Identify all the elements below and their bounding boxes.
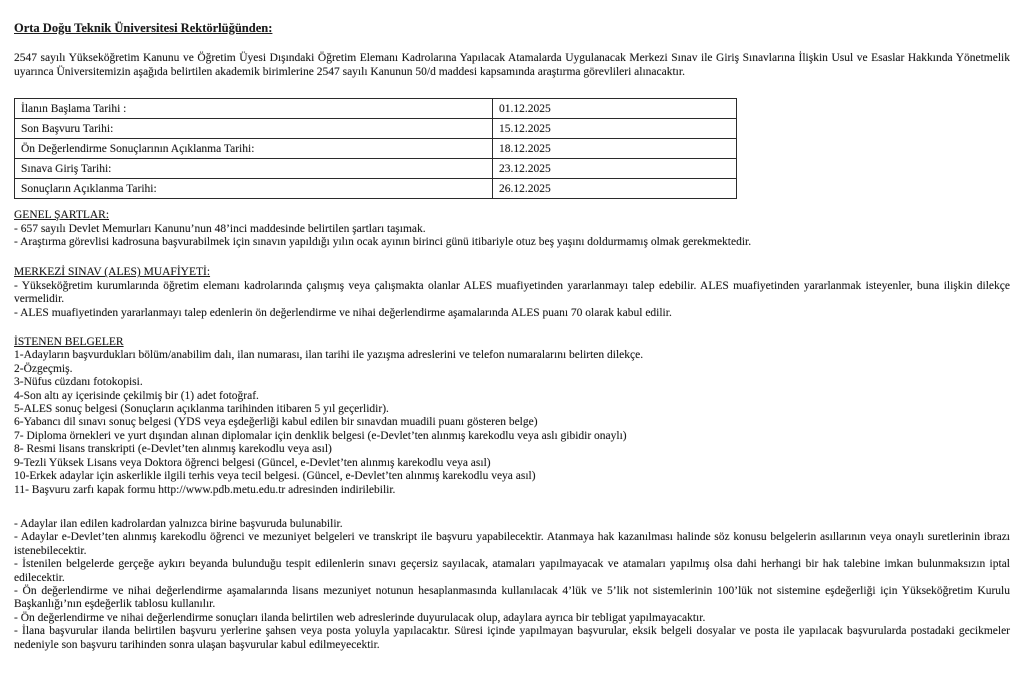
numbered-item: 5-ALES sonuç belgesi (Sonuçların açıklanma tarihinden itibaren 5 yıl geçerlidir). — [14, 403, 389, 416]
final-notes — [14, 518, 1010, 652]
schedule-table — [14, 98, 737, 199]
numbered-item: 6-Yabancı dil sınavı sonuç belgesi (YDS veya eşdeğerliği kabul edilen bir sınavdan muadili puanı gösteren belge) — [14, 416, 538, 429]
schedule-row-label: Sonuçların Açıklanma Tarihi: — [15, 179, 493, 199]
istenen-belgeler-items — [14, 349, 1010, 496]
bullet-item: - ALES muafiyetinden yararlanmayı talep edenlerin ön değerlendirme ve nihai değerlendirme aşamalarında ALES puanı 70 olarak kabul edilir. — [14, 306, 672, 319]
note-item: - Adaylar ilan edilen kadrolardan yalnızca birine başvuruda bulunabilir. — [14, 517, 343, 530]
schedule-row-date: 01.12.2025 — [493, 99, 737, 119]
schedule-row-date: 23.12.2025 — [493, 159, 737, 179]
numbered-item: 1-Adayların başvurdukları bölüm/anabilim dalı, ilan numarası, ilan tarihi ile yazışma adreslerini ve telefon numaralarını belirten dilekçe. — [14, 349, 644, 362]
section-ales-muafiyeti — [14, 266, 1010, 320]
note-item: - İstenilen belgelerde gerçeğe aykırı beyanda bulunduğu tespit edilenlerin sınavı geçersiz sayılacak, atamaları yapılmayacak ve atamaları yapılmış olsa dahi herhangi bir hak talebine imkan bulunmaksızın iptal edilecektir. — [14, 558, 1010, 584]
section-genel-sartlar — [14, 209, 1010, 249]
schedule-row-date: 18.12.2025 — [493, 139, 737, 159]
istenen-belgeler-heading: İSTENEN BELGELER — [14, 336, 124, 349]
schedule-row-label: Son Başvuru Tarihi: — [15, 119, 493, 139]
numbered-item: 9-Tezli Yüksek Lisans veya Doktora öğrenci belgesi (Güncel, e-Devlet’ten alınmış karekodlu veya asıl) — [14, 456, 491, 469]
bullet-item: - 657 sayılı Devlet Memurları Kanunu’nun 48’inci maddesinde belirtilen şartları taşımak. — [14, 222, 426, 235]
bullet-item: - Araştırma görevlisi kadrosuna başvurabilmek için sınavın yapıldığı yılın ocak ayının birinci günü itibariyle otuz beş yaşını doldurmamış olmak gerekmektedir. — [14, 236, 752, 248]
table-row — [15, 99, 737, 119]
note-item: - İlana başvurular ilanda belirtilen başvuru yerlerine şahsen veya posta yoluyla yapılacaktır. Süresi içinde yapılmayan başvurular, eksik belgeli dosyalar ve posta ile yapılacak başvurularda postadaki gecikmeler nedeniyle son başvuru tarihinden sonra ulaşan başvurular kabul edilmeyecektir. — [14, 625, 1010, 651]
numbered-item: 8- Resmi lisans transkripti (e-Devlet’ten alınmış karekodlu veya asıl) — [14, 443, 332, 456]
numbered-item: 7- Diploma örnekleri ve yurt dışından alınan diplomalar için denklik belgesi (e-Devlet’ten alınmış karekodlu veya aslı gibidir onaylı) — [14, 429, 627, 442]
section-istenen-belgeler — [14, 336, 1010, 497]
table-row — [15, 119, 737, 139]
note-item: - Adaylar e-Devlet’ten alınmış karekodlu öğrenci ve mezuniyet belgeleri ve transkript ile başvuru yapabilecektir. Atanmaya hak kazanılması halinde söz konusu belgelerin asıllarının veya onaylı suretlerinin ibrazı istenebilecektir. — [14, 531, 1010, 557]
genel-sartlar-items — [14, 223, 1010, 250]
table-row — [15, 139, 737, 159]
table-row — [15, 159, 737, 179]
schedule-row-label: Ön Değerlendirme Sonuçlarının Açıklanma Tarihi: — [15, 139, 493, 159]
table-row — [15, 179, 737, 199]
schedule-row-date: 15.12.2025 — [493, 119, 737, 139]
ales-muafiyeti-items — [14, 280, 1010, 320]
numbered-item: 3-Nüfus cüzdanı fotokopisi. — [14, 376, 143, 389]
numbered-item: 10-Erkek adaylar için askerlikle ilgili terhis veya tecil belgesi. (Güncel, e-Devlet’ten alınmış karekodlu veya asıl) — [14, 470, 536, 483]
numbered-item: 11- Başvuru zarfı kapak formu http://www.pdb.metu.edu.tr adresinden indirilebilir. — [14, 483, 396, 496]
bullet-item: - Yükseköğretim kurumlarında öğretim elemanı kadrolarında çalışmış veya çalışmakta olanlar ALES muafiyetinden yararlanmayı talep edebilir. ALES muafiyetinden yararlanmak isteyenler, buna ilişkin dilekçe vermelidir. — [14, 279, 1010, 306]
schedule-row-date: 26.12.2025 — [493, 179, 737, 199]
schedule-row-label: Sınava Giriş Tarihi: — [15, 159, 493, 179]
note-item: - Ön değerlendirme ve nihai değerlendirme aşamalarında lisans mezuniyet notunun hesaplanmasında kullanılacak 4’lük ve 5’lik not sistemlerinin 100’lük not sistemine eşdeğerliği için Yükseköğretim Kurulu Başkanlığı’nın eşdeğerlik tablosu kullanılır. — [14, 584, 1010, 611]
document-title: Orta Doğu Teknik Üniversitesi Rektörlüğünden: — [14, 21, 273, 35]
ales-muafiyeti-heading: MERKEZİ SINAV (ALES) MUAFİYETİ: — [14, 266, 211, 279]
numbered-item: 4-Son altı ay içerisinde çekilmiş bir (1) adet fotoğraf. — [14, 389, 259, 402]
schedule-row-label: İlanın Başlama Tarihi : — [15, 99, 493, 119]
schedule-table-body — [15, 99, 737, 199]
note-item: - Ön değerlendirme ve nihai değerlendirme sonuçları ilanda belirtilen web adreslerinde duyurulacak olup, adaylara ayrıca bir tebligat yapılmayacaktır. — [14, 611, 706, 624]
intro-paragraph: 2547 sayılı Yükseköğretim Kanunu ve Öğretim Üyesi Dışındaki Öğretim Elemanı Kadrolarına Yapılacak Atamalarda Uygulanacak Merkezi Sınav ile Giriş Sınavlarına İlişkin Usul ve Esaslar Hakkında Yönetmelik uyarınca Üniversitemizin aşağıda belirtilen akademik birimlerine 2547 sayılı Kanunun 50/d maddesi kapsamında araştırma görevlileri alınacaktır. — [14, 52, 1010, 78]
genel-sartlar-heading: GENEL ŞARTLAR: — [14, 209, 110, 222]
numbered-item: 2-Özgeçmiş. — [14, 362, 73, 375]
